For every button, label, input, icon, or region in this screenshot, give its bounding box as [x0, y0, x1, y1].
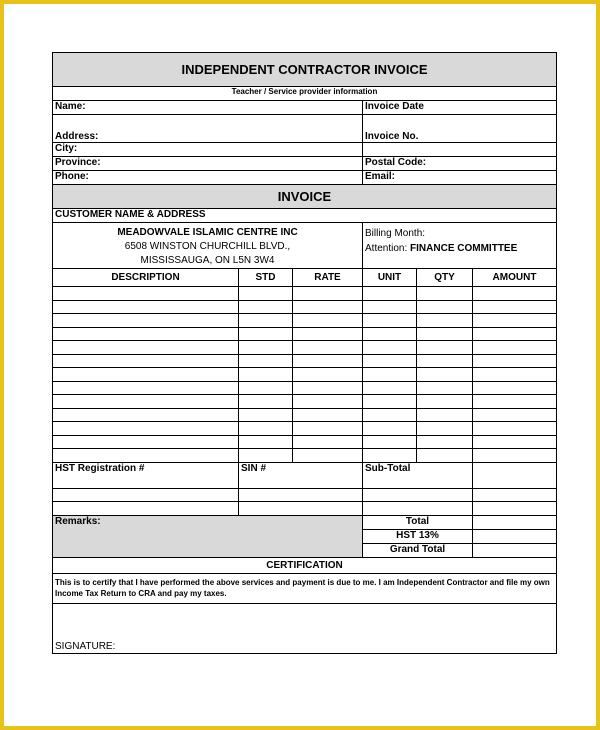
customer-label: CUSTOMER NAME & ADDRESS	[53, 209, 557, 223]
invoice-heading: INVOICE	[53, 185, 557, 209]
signature-field[interactable]: SIGNATURE:	[53, 603, 557, 653]
grand-total-value[interactable]	[473, 543, 557, 557]
sin-field[interactable]: SIN #	[239, 462, 363, 488]
hst13-label: HST 13%	[363, 529, 473, 543]
col-amount: AMOUNT	[473, 269, 557, 287]
provider-info-subtitle: Teacher / Service provider information	[53, 87, 557, 101]
billing-info	[363, 223, 557, 269]
table-row[interactable]	[53, 381, 557, 395]
subtotal-value[interactable]	[473, 462, 557, 488]
col-std: STD	[239, 269, 293, 287]
invoice-date-field[interactable]: Invoice Date	[363, 101, 557, 115]
total-value[interactable]	[473, 515, 557, 529]
table-row[interactable]	[53, 354, 557, 368]
col-rate: RATE	[293, 269, 363, 287]
address-field[interactable]: Address:	[53, 115, 363, 143]
attention-label: Attention:	[365, 243, 408, 254]
table-row[interactable]	[53, 435, 557, 449]
hst-registration-field[interactable]: HST Registration #	[53, 462, 239, 488]
subtotal-extra[interactable]	[473, 488, 557, 502]
table-row[interactable]	[53, 300, 557, 314]
invoice-no-field[interactable]: Invoice No.	[363, 115, 557, 143]
remarks-field[interactable]: Remarks:	[53, 515, 363, 557]
customer-city: MISSISSAUGA, ON L5N 3W4	[140, 255, 275, 266]
subtotal-label: Sub-Total	[363, 462, 473, 488]
invoice-form	[52, 52, 556, 654]
table-row[interactable]	[53, 327, 557, 341]
table-row[interactable]	[53, 395, 557, 409]
table-row[interactable]	[53, 287, 557, 301]
col-qty: QTY	[417, 269, 473, 287]
attention-value: FINANCE COMMITTEE	[410, 243, 518, 254]
total-label: Total	[363, 515, 473, 529]
table-row[interactable]	[53, 368, 557, 382]
grand-total-label: Grand Total	[363, 543, 473, 557]
col-description: DESCRIPTION	[53, 269, 239, 287]
billing-month-field[interactable]: Billing Month:	[365, 228, 426, 239]
province-field[interactable]: Province:	[53, 157, 363, 171]
table-row[interactable]	[53, 408, 557, 422]
certification-heading: CERTIFICATION	[53, 557, 557, 573]
col-unit: UNIT	[363, 269, 417, 287]
postal-code-field[interactable]: Postal Code:	[363, 157, 557, 171]
line-items-header	[53, 269, 557, 287]
form-title: INDEPENDENT CONTRACTOR INVOICE	[53, 53, 557, 87]
customer-name: MEADOWVALE ISLAMIC CENTRE INC	[117, 227, 298, 238]
invoice-table	[52, 52, 557, 654]
table-row[interactable]	[53, 341, 557, 355]
table-row[interactable]	[53, 449, 557, 463]
certification-text: This is to certify that I have performed the above services and payment is due to me. I am Independent Contractor and file my own Income Tax Return to CRA and pay my taxes.	[53, 573, 557, 603]
attention-field	[365, 241, 554, 256]
table-row[interactable]	[53, 314, 557, 328]
city-right-blank[interactable]	[363, 143, 557, 157]
table-row[interactable]	[53, 422, 557, 436]
customer-street: 6508 WINSTON CHURCHILL BLVD.,	[124, 241, 291, 252]
phone-field[interactable]: Phone:	[53, 171, 363, 185]
customer-address	[53, 223, 363, 269]
name-field[interactable]: Name:	[53, 101, 363, 115]
hst13-value[interactable]	[473, 529, 557, 543]
email-field[interactable]: Email:	[363, 171, 557, 185]
city-field[interactable]: City:	[53, 143, 363, 157]
